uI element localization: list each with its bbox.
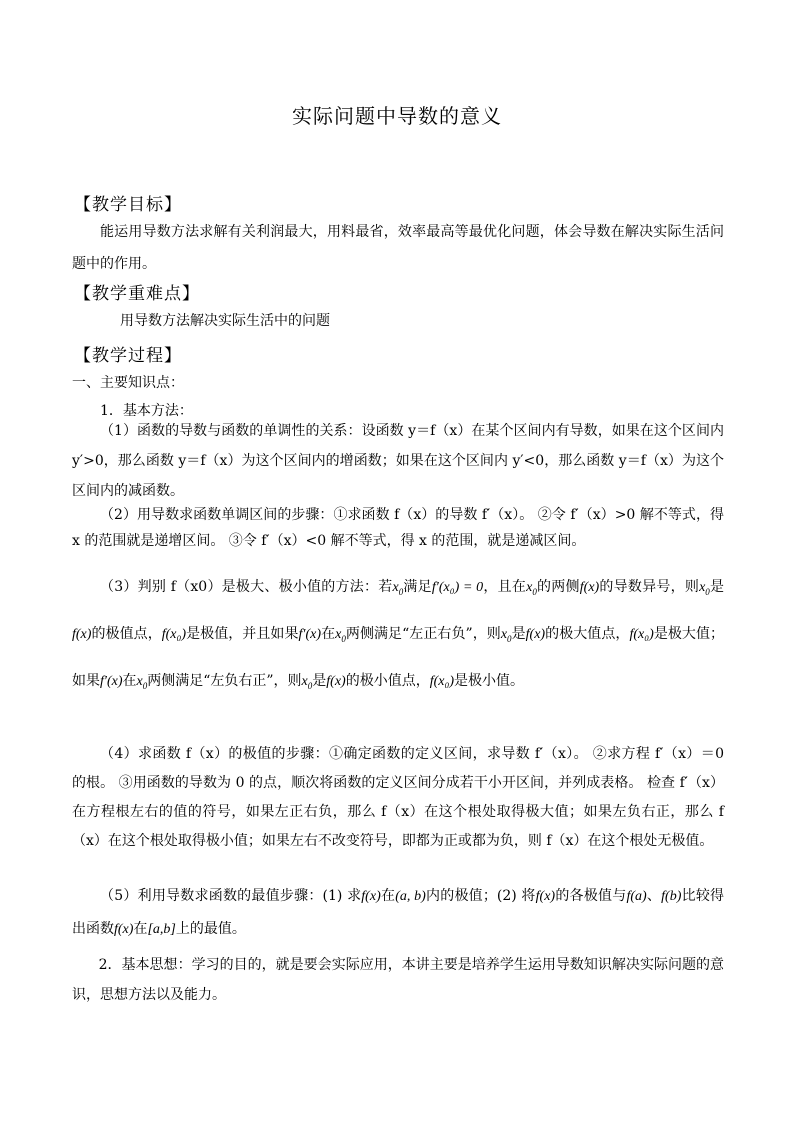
- p5-text: 上的最值。: [175, 921, 246, 937]
- p3-text: 在: [122, 672, 137, 689]
- paragraph-3: [72, 566, 724, 706]
- paragraph-4: （4）求函数 f（x）的极值的步骤：①确定函数的定义区间，求导数 f′（x）。 ②求方程 f′（x）＝0 的根。 ③用函数的导数为 0 的点，顺次将函数的定义区间分成若干小开区间，并列成表格。 检查 f′（x）在方程根左右的值的符号，如果左正右负，那么 f（x）在这个根处取得极大值；如果左负右正，那么 f（x）在这个根处取得极小值；如果左右不改变符号，即都为正或都为负，则 f（x）在这个根处无极值。: [72, 746, 724, 849]
- math-fx: f(x): [326, 673, 346, 689]
- math-x0: $x_0$: [500, 626, 512, 644]
- p5-text: 的各极值与: [555, 888, 627, 904]
- paragraph-2: （2）用导数求函数单调区间的步骤：①求函数 f（x）的导数 f′（x）。 ②令 f′（x）>0 解不等式，得 x 的范围就是递增区间。 ③令 f′（x）<0 解不等式，得 x 的范围，就是递减区间。: [72, 507, 724, 549]
- p3-text: ，且在: [483, 579, 527, 595]
- basic-idea-paragraph: 2．基本思想：学习的目的，就是要会实际应用，本讲主要是培养学生运用导数知识解决实际问题的意识，思想方法以及能力。: [72, 957, 724, 1003]
- math-fx: f(x): [72, 626, 92, 642]
- key-text: 用导数方法解决实际生活中的问题: [120, 313, 330, 329]
- p5-text: 比较得出函数: [72, 888, 725, 937]
- p3-text: 是: [511, 625, 526, 642]
- basic-method-label: 1．基本方法：: [100, 403, 193, 419]
- math-fb: f(b): [661, 889, 682, 904]
- paragraph-1: （1）函数的导数与函数的单调性的关系：设函数 y＝f（x）在某个区间内有导数，如果在这个区间内 y′>0，那么函数 y＝f（x）为这个区间内的增函数；如果在这个区间内 y′<0，那么函数 y＝f（x）为这个区间内的减函数。: [72, 423, 724, 499]
- p3-text: 的极值点，: [91, 625, 162, 642]
- p5-text: 在: [380, 888, 396, 904]
- p3-text: （3）判别 f（x0）是极大、极小值的方法：若: [100, 579, 393, 595]
- key-heading: 【教学重难点】: [74, 284, 200, 304]
- p3-text: 的导数异号，则: [599, 579, 700, 595]
- page-title: 实际问题中导数的意义: [292, 104, 502, 128]
- math-fx: f(x): [114, 922, 134, 937]
- math-fprime-x: f′(x): [100, 673, 123, 689]
- math-x0: $x_0$: [699, 580, 710, 597]
- math-fx: f(x): [361, 889, 381, 904]
- objective-heading: 【教学目标】: [74, 195, 182, 215]
- p5-text: 在: [133, 921, 148, 937]
- math-fa: f(a): [626, 889, 647, 904]
- math-fx: f(x): [525, 626, 546, 642]
- p3-text: 满足: [403, 579, 432, 595]
- p3-text: 是极小值。: [454, 672, 524, 689]
- p5-text: 内的极值；(2) 将: [425, 888, 536, 904]
- p3-text: 两侧满足“左负右正”，则: [147, 672, 302, 689]
- math-x0: $x_0$: [392, 580, 404, 597]
- math-x0: $x_0$: [136, 673, 148, 691]
- p3-text: 的极大值点，: [545, 625, 630, 642]
- math-open-interval: (a, b): [395, 889, 426, 904]
- math-closed-interval: [a,b]: [147, 922, 176, 937]
- objective-text: 能运用导数方法求解有关利润最大，用料最省，效率最高等最优化问题，体会导数在解决实际生活问题中的作用。: [72, 224, 724, 272]
- math-fx: f(x): [535, 889, 556, 904]
- math-fprime-eq: f′(x₀) = 0: [431, 580, 484, 595]
- math-fx: f(x): [579, 580, 600, 595]
- paragraph-5: [72, 880, 724, 946]
- math-x0: $x_0$: [526, 580, 537, 597]
- p3-text: 在: [321, 625, 336, 642]
- p3-text: 的极小值点，: [345, 672, 430, 689]
- p3-text: 的两侧: [536, 579, 580, 595]
- math-x0: $x_0$: [301, 673, 313, 691]
- p3-text: 两侧满足“左正右负”，则: [345, 625, 501, 642]
- knowledge-heading: 一、主要知识点：: [72, 375, 184, 391]
- math-fx0: f(x₀): [629, 626, 654, 642]
- p3-text: 是: [312, 672, 327, 689]
- math-fprime-x: f′(x): [298, 626, 322, 642]
- p5-text: 、: [646, 888, 662, 904]
- math-fx0: f(x₀): [429, 673, 454, 689]
- p3-text: 是极大值；如果: [72, 625, 725, 689]
- p3-text: 是极值，并且如果: [186, 625, 299, 642]
- p3-text: 是: [709, 579, 725, 595]
- p5-text: （5）利用导数求函数的最值步骤：(1) 求: [100, 888, 362, 904]
- math-x0: $x_0$: [335, 626, 346, 644]
- process-heading: 【教学过程】: [74, 346, 182, 366]
- math-fx0: f(x₀): [161, 626, 187, 642]
